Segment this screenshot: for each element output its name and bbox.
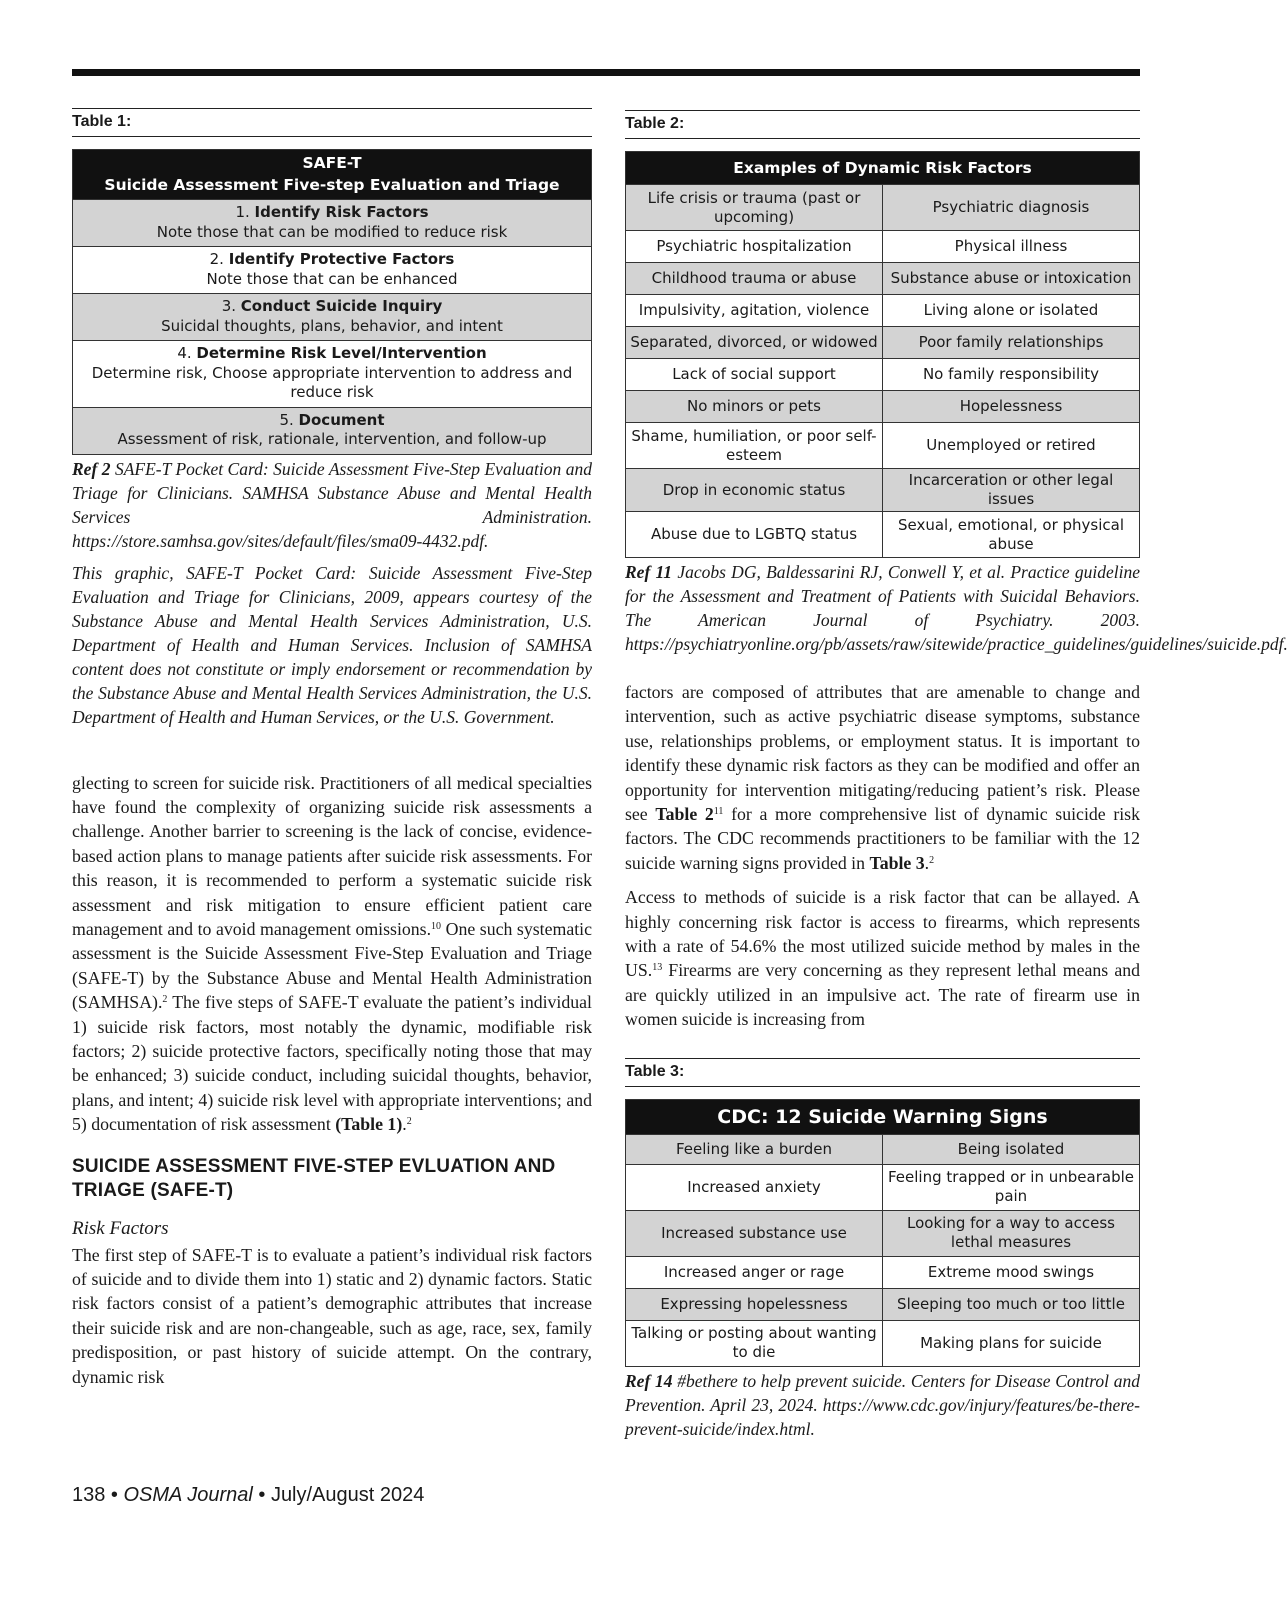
table3-label: Table 3: bbox=[625, 1058, 1140, 1087]
table3-reference: Ref 14 #bethere to help prevent suicide. Centers for Disease Control and Prevention. April 23, 2024. https://www.cdc.gov/injury/features/be-there-prevent-suicide/index.html. bbox=[625, 1370, 1140, 1439]
table1-header bbox=[73, 150, 592, 200]
table2-cell: Hopelessness bbox=[883, 391, 1140, 423]
section-heading: SUICIDE ASSESSMENT FIVE-STEP EVLUATION AND TRIAGE (SAFE-T) bbox=[72, 1155, 556, 1201]
table3-header: CDC: 12 Suicide Warning Signs bbox=[626, 1099, 1140, 1134]
table2-cell: Drop in economic status bbox=[626, 469, 883, 512]
table3-cell: Increased substance use bbox=[626, 1210, 883, 1256]
table2-cell: Separated, divorced, or widowed bbox=[626, 327, 883, 359]
table2-cell: Shame, humiliation, or poor self-esteem bbox=[626, 423, 883, 469]
table1-step: 3. Conduct Suicide Inquiry Suicidal thoughts, plans, behavior, and intent bbox=[73, 294, 592, 341]
table2-cell: Sexual, emotional, or physical abuse bbox=[883, 512, 1140, 558]
table1-label: Table 1: bbox=[72, 108, 592, 137]
table1-safe-t bbox=[72, 149, 592, 455]
table2-cell: No family responsibility bbox=[883, 359, 1140, 391]
page-footer: 138 • OSMA Journal • July/August 2024 bbox=[72, 1484, 425, 1506]
table2-dynamic-risk-factors bbox=[625, 151, 1140, 558]
table2-label: Table 2: bbox=[625, 110, 1140, 139]
table2-cell: Incarceration or other legal issues bbox=[883, 469, 1140, 512]
top-rule bbox=[72, 69, 1140, 76]
right-paragraph-1: factors are composed of attributes that are amenable to change and intervention, such as active psychiatric disease symptoms, substance use, relationships problems, or employment status. It is important to identify these dynamic risk factors as they can be modified and offer an opportunity for intervention mitigating/reducing patient’s risk. Please see Table $2^{11}$ for a more comprehensive list of dynamic suicide risk factors. The CDC recommends practitioners to be familiar with the 12 suicide warning signs provided in Table 3.$^2$ bbox=[625, 682, 1140, 873]
table2-cell: No minors or pets bbox=[626, 391, 883, 423]
table3-cell: Increased anxiety bbox=[626, 1164, 883, 1210]
table1-credit: This graphic, SAFE-T Pocket Card: Suicide Assessment Five-Step Evaluation and Triage for Clinicians, 2009, appears courtesy of the Substance Abuse and Mental Health Services Administration, U.S. Department of Health and Human Services. Inclusion of SAMHSA content does not constitute or imply endorsement or recommendation by the Substance Abuse and Mental Health Services Administration, the U.S. Department of Health and Human Services, or the U.S. Government. bbox=[72, 562, 592, 727]
table3-cell: Increased anger or rage bbox=[626, 1256, 883, 1288]
table2-cell: Life crisis or trauma (past or upcoming) bbox=[626, 185, 883, 231]
table2-reference: Ref 11 Jacobs DG, Baldessarini RJ, Conwell Y, et al. Practice guideline for the Assessment and Treatment of Patients with Suicidal Behaviors. The American Journal of Psychiatry. 2003. https://psychiatryonline.org/pb/assets/raw/sitewide/practice_guidelines/guidelines/suicide.pdf. bbox=[625, 562, 1288, 654]
table2-cell: Physical illness bbox=[883, 231, 1140, 263]
table3-warning-signs bbox=[625, 1099, 1140, 1367]
table1-step: 4. Determine Risk Level/Intervention Determine risk, Choose appropriate intervention to address and reduce risk bbox=[73, 341, 592, 408]
left-column bbox=[72, 108, 592, 1389]
table2-cell: Childhood trauma or abuse bbox=[626, 263, 883, 295]
left-paragraph-1: glecting to screen for suicide risk. Practitioners of all medical specialties have found the complexity of organizing suicide risk assessments a challenge. Another barrier to screening is the lack of concise, evidence-based action plans to manage patients after suicide risk assessments. For this reason, it is recommended to perform a systematic suicide risk assessment and risk mitigation to ensure efficient patient care management and to avoid management omissions.$^{10}$ One such systematic assessment is the Suicide Assessment Five-Step Evaluation and Triage (SAFE-T) by the Substance Abuse and Mental Health Administration (SAMHSA).$^2$ The five steps of SAFE-T evaluate the patient’s individual 1) suicide risk factors, most notably the dynamic, modifiable risk factors; 2) suicide protective factors, specifically noting those that may be enhanced; 3) suicide conduct, including suicidal thoughts, behavior, plans, and intent; 4) suicide risk level with appropriate interventions; and 5) documentation of risk assessment (Table 1).$^2$ bbox=[72, 772, 592, 1135]
table3-cell: Looking for a way to access lethal measures bbox=[883, 1210, 1140, 1256]
table2-header: Examples of Dynamic Risk Factors bbox=[626, 152, 1140, 185]
table3-cell: Expressing hopelessness bbox=[626, 1288, 883, 1320]
left-paragraph-2: The first step of SAFE-T is to evaluate a patient’s individual risk factors of suicide and to divide them into 1) static and 2) dynamic factors. Static risk factors consist of a patient’s demographic attributes that increase their suicide risk and are non-changeable, such as age, race, sex, family predisposition, or past history of suicide attempt. On the contrary, dynamic risk bbox=[72, 1244, 592, 1387]
table2-cell: Substance abuse or intoxication bbox=[883, 263, 1140, 295]
table3-cell: Talking or posting about wanting to die bbox=[626, 1320, 883, 1366]
table1-step: 2. Identify Protective Factors Note those that can be enhanced bbox=[73, 247, 592, 294]
table1-step: 1. Identify Risk Factors Note those that can be modified to reduce risk bbox=[73, 200, 592, 247]
table2-cell: Unemployed or retired bbox=[883, 423, 1140, 469]
table2-cell: Abuse due to LGBTQ status bbox=[626, 512, 883, 558]
table2-cell: Psychiatric diagnosis bbox=[883, 185, 1140, 231]
table2-cell: Psychiatric hospitalization bbox=[626, 231, 883, 263]
table1-header-subtitle: Suicide Assessment Five-step Evaluation and Triage bbox=[104, 176, 560, 194]
right-paragraph-2: Access to methods of suicide is a risk factor that can be allayed. A highly concerning risk factor is access to firearms, which represents with a rate of 54.6% the most utilized suicide method by males in the US.$^{13}$ Firearms are very concerning as they represent lethal means and are quickly utilized in an impulsive act. The rate of firearm use in women suicide is increasing from bbox=[625, 887, 1140, 1030]
table3-cell: Feeling like a burden bbox=[626, 1134, 883, 1164]
table3-cell: Making plans for suicide bbox=[883, 1320, 1140, 1366]
table3-cell: Sleeping too much or too little bbox=[883, 1288, 1140, 1320]
right-column bbox=[625, 110, 1288, 1441]
table3-cell: Extreme mood swings bbox=[883, 1256, 1140, 1288]
table1-step: 5. Document Assessment of risk, rationale, intervention, and follow-up bbox=[73, 407, 592, 454]
table1-reference: Ref 2 SAFE-T Pocket Card: Suicide Assessment Five-Step Evaluation and Triage for Clinicians. SAMHSA Substance Abuse and Mental Health Services Administration. https://store.samhsa.gov/sites/default/files/sma09-4432.pdf. bbox=[72, 458, 592, 551]
subheading-risk-factors: Risk Factors bbox=[72, 1217, 169, 1239]
table1-header-title: SAFE-T bbox=[302, 154, 362, 172]
table2-cell: Poor family relationships bbox=[883, 327, 1140, 359]
table2-cell: Impulsivity, agitation, violence bbox=[626, 295, 883, 327]
table3-cell: Feeling trapped or in unbearable pain bbox=[883, 1164, 1140, 1210]
table2-cell: Living alone or isolated bbox=[883, 295, 1140, 327]
table2-cell: Lack of social support bbox=[626, 359, 883, 391]
table3-cell: Being isolated bbox=[883, 1134, 1140, 1164]
